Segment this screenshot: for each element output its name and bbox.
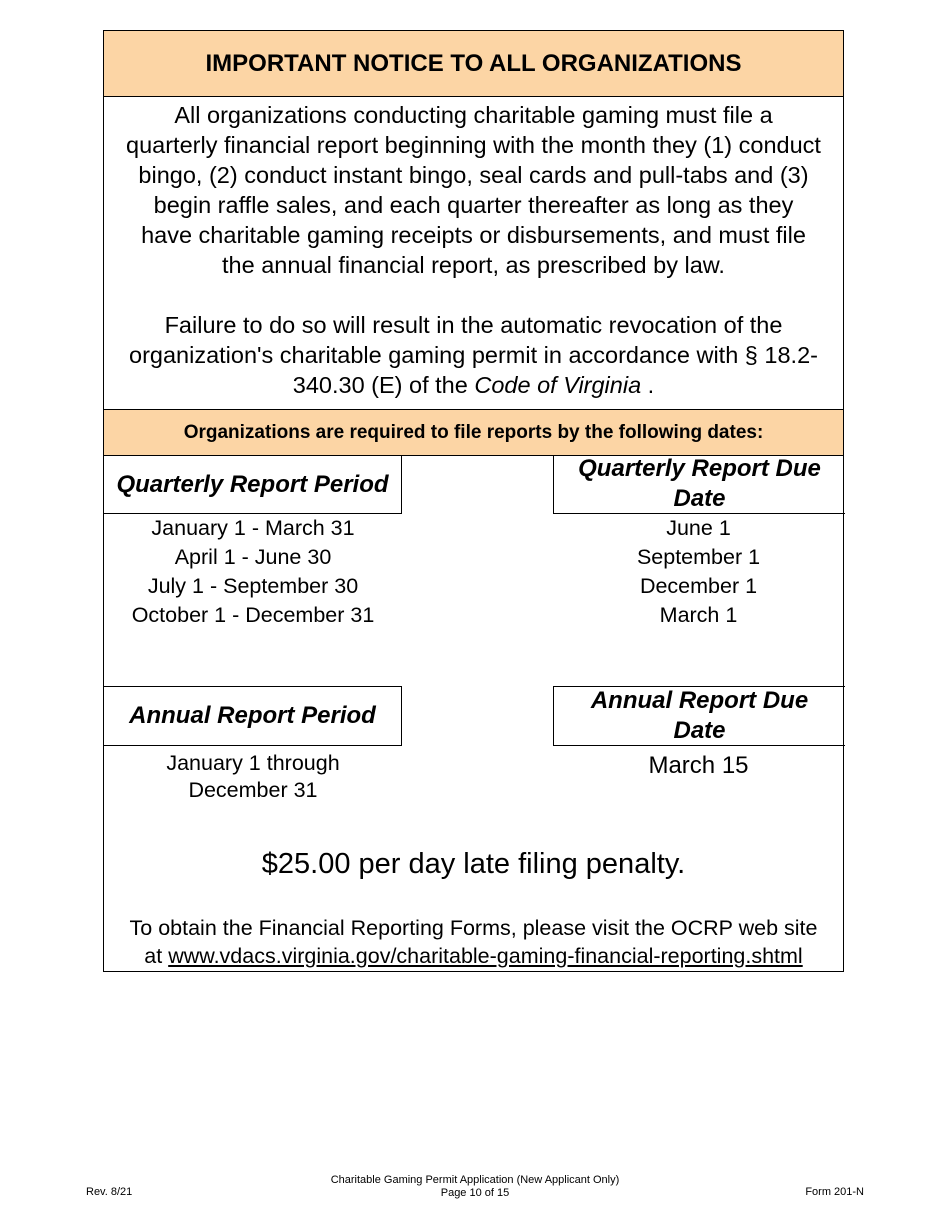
annual-period-header xyxy=(103,686,402,746)
annual-due-header-label xyxy=(591,686,808,746)
footer-center xyxy=(275,1174,675,1200)
quarterly-due-dates-list xyxy=(553,514,844,630)
quarterly-period: January 1 - March 31 xyxy=(151,516,355,540)
paragraph-line: All organizations conducting charitable gaming must file a xyxy=(174,102,773,128)
paragraph-line: bingo, (2) conduct instant bingo, seal cards and pull-tabs and (3) xyxy=(138,162,809,188)
header-line: Annual Report Due xyxy=(590,687,809,714)
obtain-line: To obtain the Financial Reporting Forms, please visit the OCRP web site xyxy=(129,916,818,940)
notice-title-banner xyxy=(104,31,843,97)
header-line: Date xyxy=(673,485,726,512)
paragraph-line: Failure to do so will result in the automatic revocation of the xyxy=(164,312,783,338)
obtain-forms-text xyxy=(104,914,843,970)
quarterly-due-date: March 1 xyxy=(659,603,738,627)
paragraph-line: the annual financial report, as prescribed by law. xyxy=(222,252,725,278)
paragraph-line xyxy=(106,370,841,400)
late-filing-penalty: $25.00 per day late filing penalty. xyxy=(261,848,686,880)
annual-period xyxy=(104,750,402,804)
header-line: Date xyxy=(673,717,726,744)
quarterly-period: July 1 - September 30 xyxy=(147,574,359,598)
annual-period-header-label: Annual Report Period xyxy=(129,702,376,729)
paragraph-line: quarterly financial report beginning with the month they (1) conduct xyxy=(126,132,821,158)
annual-period-line: December 31 xyxy=(188,778,318,802)
filing-requirement-paragraph xyxy=(106,100,841,280)
quarterly-due-date: December 1 xyxy=(639,574,758,598)
obtain-prefix: at xyxy=(144,944,169,968)
annual-due-header xyxy=(553,686,845,746)
footer-doc-title: Charitable Gaming Permit Application (New Applicant Only) xyxy=(330,1174,620,1186)
code-of-virginia: Code of Virginia xyxy=(474,372,642,398)
annual-due-date-value: March 15 xyxy=(648,752,749,779)
quarterly-due-date: June 1 xyxy=(666,516,731,540)
annual-period-line: January 1 through xyxy=(166,751,340,775)
quarterly-due-header-label xyxy=(578,454,821,514)
notice-title: IMPORTANT NOTICE TO ALL ORGANIZATIONS xyxy=(205,49,742,77)
footer-form-number: Form 201-N xyxy=(805,1186,864,1198)
revocation-paragraph xyxy=(106,310,841,400)
paragraph-line: organization's charitable gaming permit in accordance with § 18.2- xyxy=(129,342,818,368)
notice-box xyxy=(103,30,844,972)
citation-suffix: . xyxy=(641,372,655,398)
quarterly-period: April 1 - June 30 xyxy=(174,545,332,569)
citation-prefix: 340.30 (E) of the xyxy=(292,372,475,398)
obtain-line xyxy=(104,942,843,970)
footer-page-number: Page 10 of 15 xyxy=(440,1187,510,1199)
quarterly-period-header xyxy=(103,455,402,514)
quarterly-due-date: September 1 xyxy=(636,545,761,569)
annual-due-date xyxy=(553,750,844,781)
dates-banner-text: Organizations are required to file reports by the following dates: xyxy=(183,421,764,443)
quarterly-period: October 1 - December 31 xyxy=(131,603,375,627)
paragraph-line: begin raffle sales, and each quarter thereafter as long as they xyxy=(153,192,794,218)
financial-reporting-link[interactable]: www.vdacs.virginia.gov/charitable-gaming-financial-reporting.shtml xyxy=(168,944,803,968)
quarterly-period-header-label: Quarterly Report Period xyxy=(116,470,389,498)
dates-banner xyxy=(104,409,843,456)
quarterly-periods-list xyxy=(104,514,402,630)
quarterly-due-header xyxy=(553,455,845,514)
header-line: Quarterly Report Due xyxy=(578,455,821,482)
footer-revision: Rev. 8/21 xyxy=(86,1186,133,1198)
paragraph-line: have charitable gaming receipts or disbursements, and must file xyxy=(141,222,806,248)
